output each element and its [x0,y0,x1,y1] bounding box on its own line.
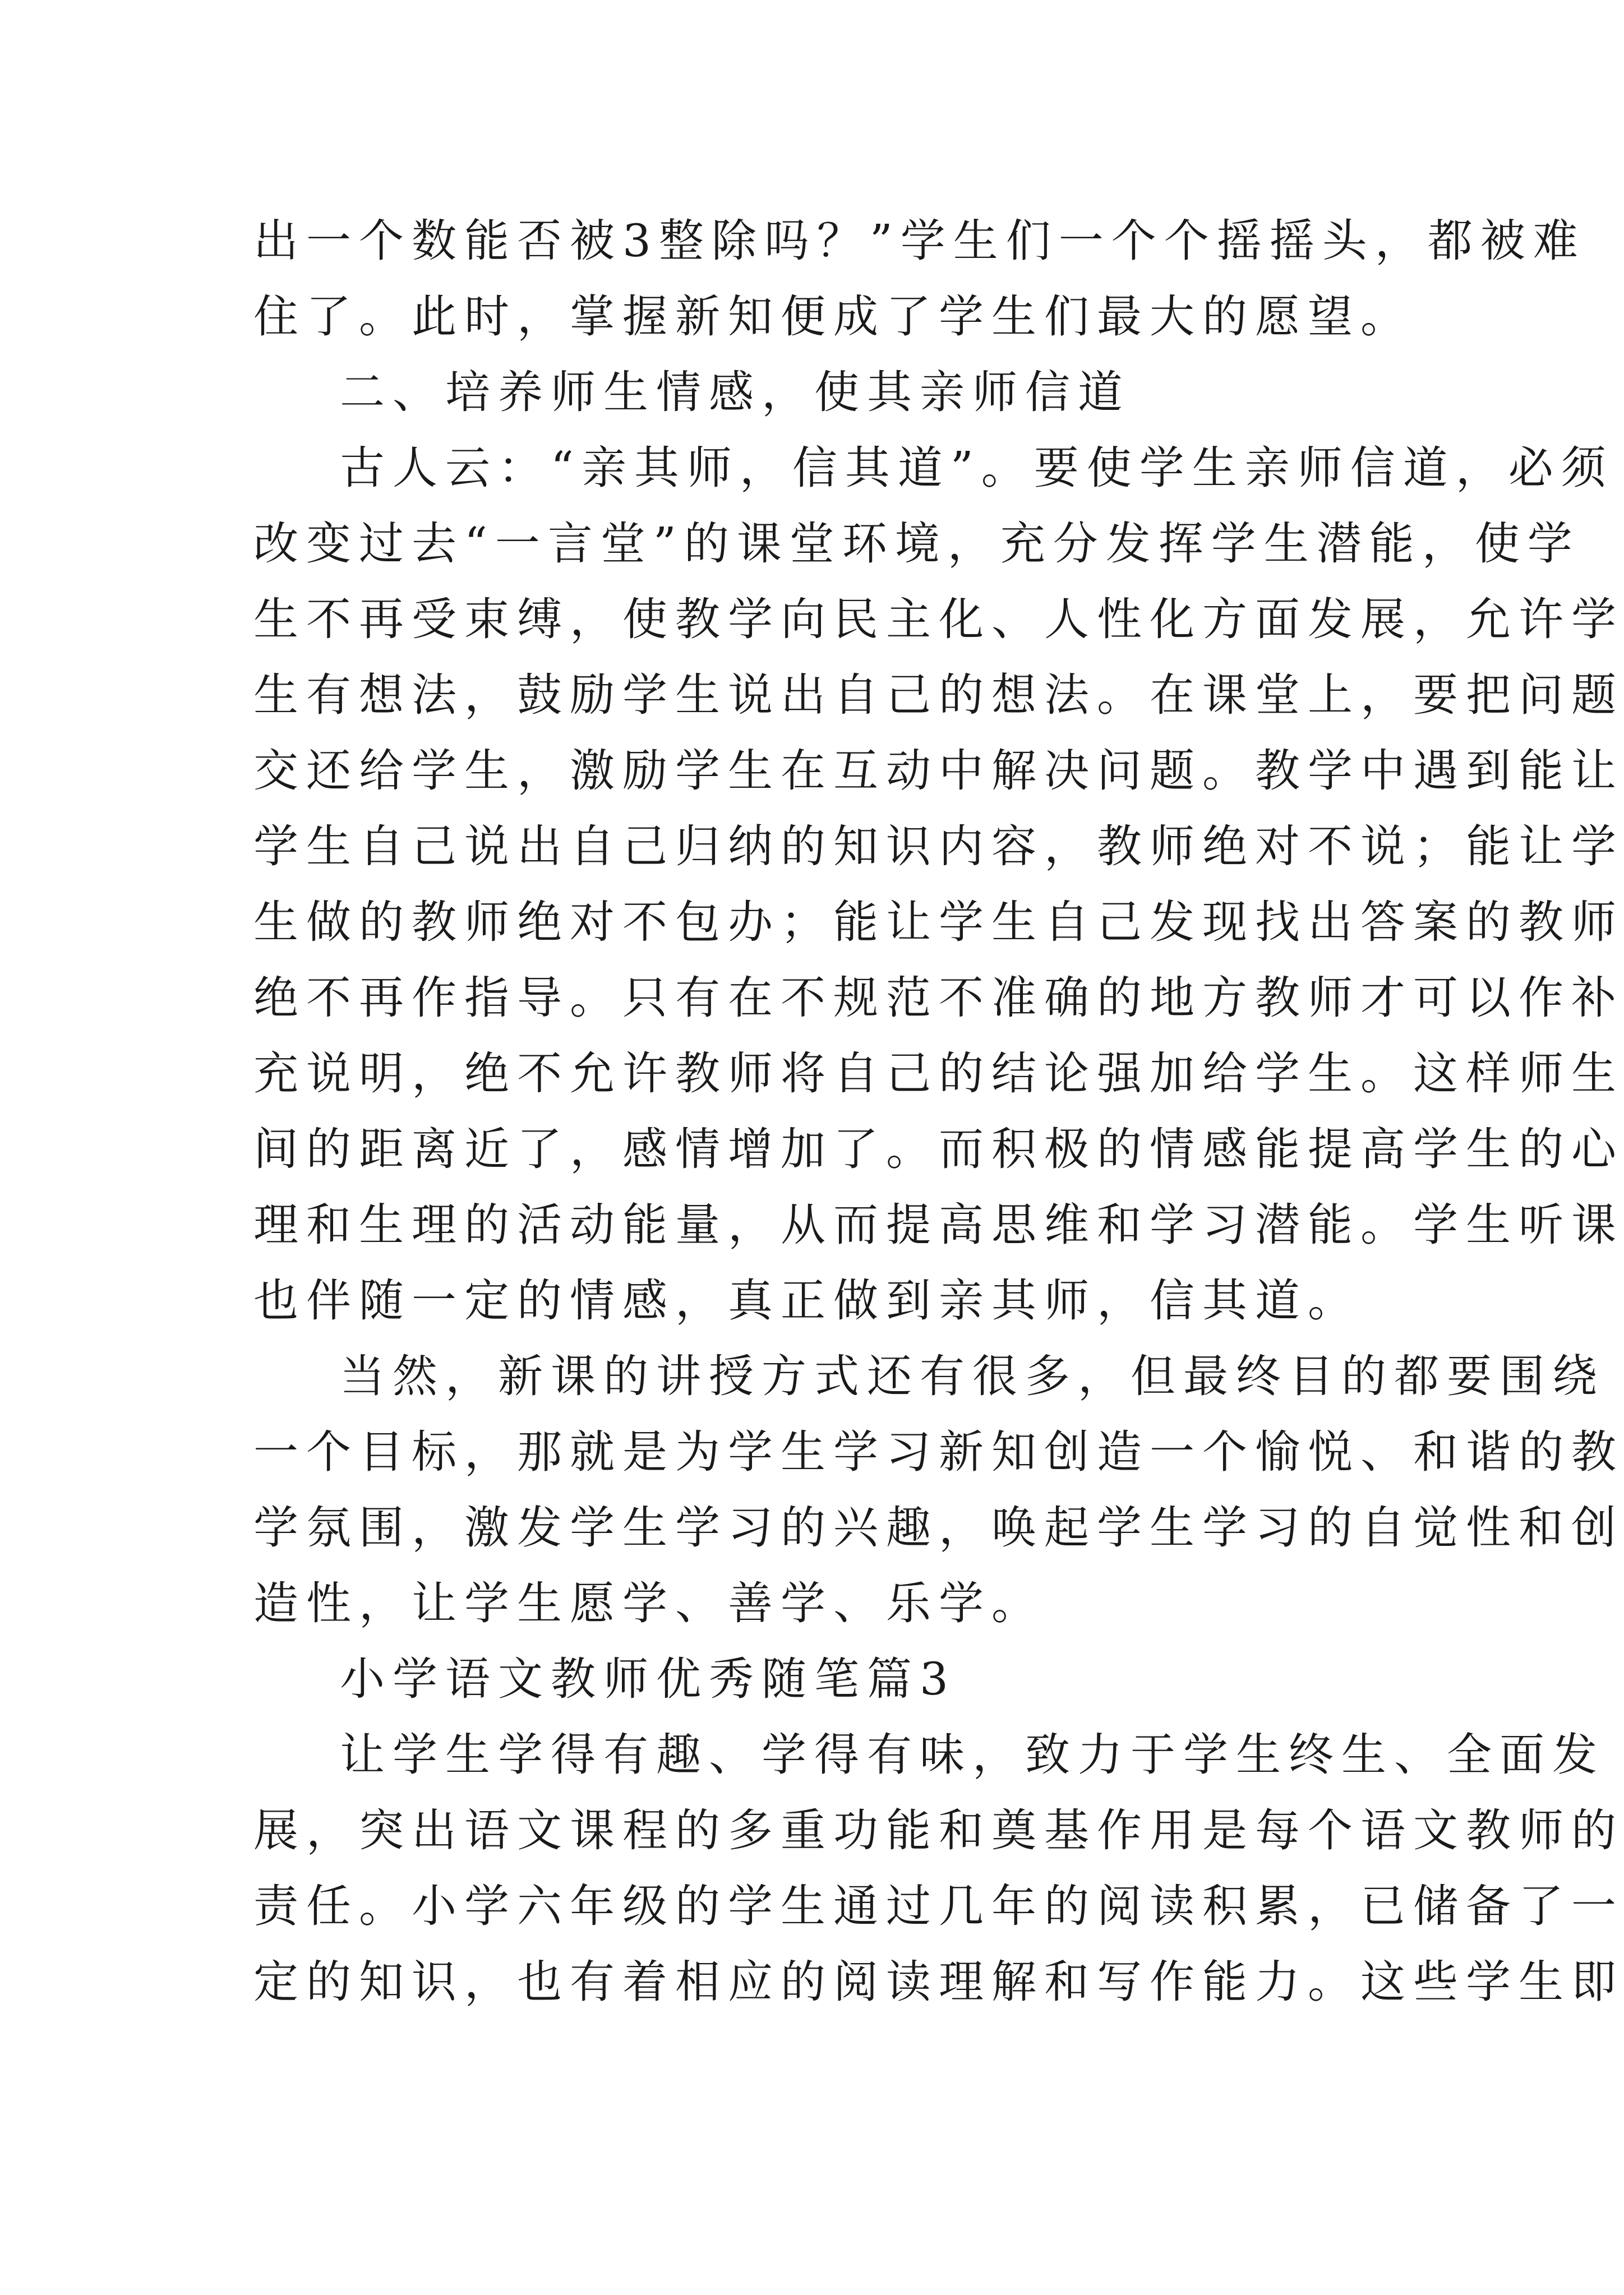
text-line: 充说明，绝不允许教师将自己的结论强加给学生。这样师生 [253,1047,1624,1100]
article-title: 小学语文教师优秀随笔篇3 [340,1653,956,1705]
text-line: 生做的教师绝对不包办；能让学生自己发现找出答案的教师 [253,896,1624,948]
text-line: 生有想法，鼓励学生说出自己的想法。在课堂上，要把问题 [253,669,1624,721]
text-line: 间的距离近了，感情增加了。而积极的情感能提高学生的心 [253,1123,1624,1175]
text-line: 交还给学生，激励学生在互动中解决问题。教学中遇到能让 [253,745,1624,797]
text-line: 生不再受束缚，使教学向民主化、人性化方面发展，允许学 [253,593,1624,645]
text-line: 造性，让学生愿学、善学、乐学。 [253,1577,1044,1629]
text-line: 学生自己说出自己归纳的知识内容，教师绝对不说；能让学 [253,820,1624,872]
text-line: 一个目标，那就是为学生学习新知创造一个愉悦、和谐的教 [253,1426,1624,1478]
text-line: 理和生理的活动能量，从而提高思维和学习潜能。学生听课 [253,1199,1624,1251]
text-line: 出一个数能否被3整除吗？”学生们一个个摇摇头，都被难 [253,215,1586,267]
text-line: 也伴随一定的情感，真正做到亲其师，信其道。 [253,1275,1360,1327]
section-heading: 二、培养师生情感，使其亲师信道 [340,366,1131,418]
text-line: 学氛围，激发学生学习的兴趣，唤起学生学习的自觉性和创 [253,1502,1624,1554]
paragraph-first-line: 古人云：“亲其师，信其道”。要使学生亲师信道，必须 [340,442,1614,494]
text-line: 责任。小学六年级的学生通过几年的阅读积累，已储备了一 [253,1880,1624,1932]
text-line: 定的知识，也有着相应的阅读理解和写作能力。这些学生即 [253,1956,1624,2008]
text-line: 住了。此时，掌握新知便成了学生们最大的愿望。 [253,290,1413,343]
text-line: 绝不再作指导。只有在不规范不准确的地方教师才可以作补 [253,972,1624,1024]
paragraph-first-line: 让学生学得有趣、学得有味，致力于学生终生、全面发 [340,1729,1605,1781]
text-line: 改变过去“一言堂”的课堂环境，充分发挥学生潜能，使学 [253,518,1580,570]
paragraph-first-line: 当然，新课的讲授方式还有很多，但最终目的都要围绕 [340,1350,1605,1402]
body-text [253,203,1624,2020]
text-line: 展，突出语文课程的多重功能和奠基作用是每个语文教师的 [253,1804,1624,1857]
